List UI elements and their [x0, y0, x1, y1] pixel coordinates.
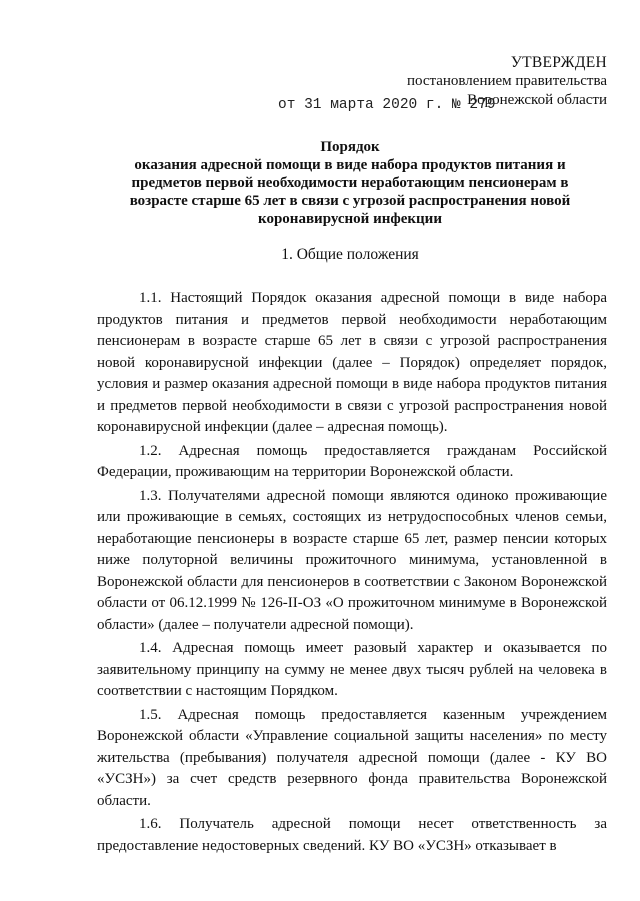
decree-date: от 31 марта 2020 г. № 279 — [278, 97, 496, 113]
paragraph-1-3: 1.3. Получателями адресной помощи являются одиноко проживающие или проживающие в семьях, состоящих из нетрудоспособных членов семьи, неработающие пенсионеры в возрасте старше 65 лет, размер пенсии которых ниже полуторной величины прожиточного минимума, установленной в Воронежской области для пенсионеров в соответствии с Законом Воронежской области от 06.12.1999 № 126-II-ОЗ «О прожиточном минимуме в Воронежской области» (далее – получатели адресной помощи). — [97, 487, 607, 633]
document-body — [97, 288, 607, 859]
approval-heading: УТВЕРЖДЕН — [510, 54, 607, 71]
document-title — [100, 138, 600, 228]
title-line-5: коронавирусной инфекции — [258, 211, 442, 227]
title-line-1: Порядок — [320, 139, 380, 155]
section-heading: 1. Общие положения — [281, 246, 419, 263]
paragraph-1-4: 1.4. Адресная помощь имеет разовый характер и оказывается по заявительному принципу на сумму не менее двух тысяч рублей на человека в соответствии с настоящим Порядком. — [97, 640, 607, 699]
approval-authority: постановлением правительства — [406, 73, 607, 89]
paragraph-1-1: 1.1. Настоящий Порядок оказания адресной помощи в виде набора продуктов питания и предметов первой необходимости неработающим пенсионерам в возрасте старше 65 лет в связи с угрозой распространения новой коронавирусной инфекции (далее – Порядок) определяет порядок, условия и размер оказания адресной помощи в виде набора продуктов питания и предметов первой необходимости в связи с угрозой распространения новой коронавирусной инфекции (далее – адресная помощь). — [97, 290, 607, 435]
approval-region: Воронежской области — [467, 92, 607, 108]
title-line-3: предметов первой необходимости неработающим пенсионерам в — [131, 175, 569, 191]
paragraph-1-6: 1.6. Получатель адресной помощи несет ответственность за предоставление недостоверных сведений. КУ ВО «УСЗН» отказывает в — [97, 816, 607, 854]
paragraph-1-5: 1.5. Адресная помощь предоставляется казенным учреждением Воронежской области «Управление социальной защиты населения» по месту жительства (пребывания) получателя адресной помощи (далее - КУ ВО «УСЗН») за счет средств резервного фонда правительства Воронежской области. — [97, 706, 607, 809]
title-line-4: возрасте старше 65 лет в связи с угрозой распространения новой — [129, 193, 571, 209]
paragraph-1-2: 1.2. Адресная помощь предоставляется гражданам Российской Федерации, проживающим на территории Воронежской области. — [97, 442, 607, 480]
title-line-2: оказания адресной помощи в виде набора продуктов питания и — [134, 157, 566, 173]
